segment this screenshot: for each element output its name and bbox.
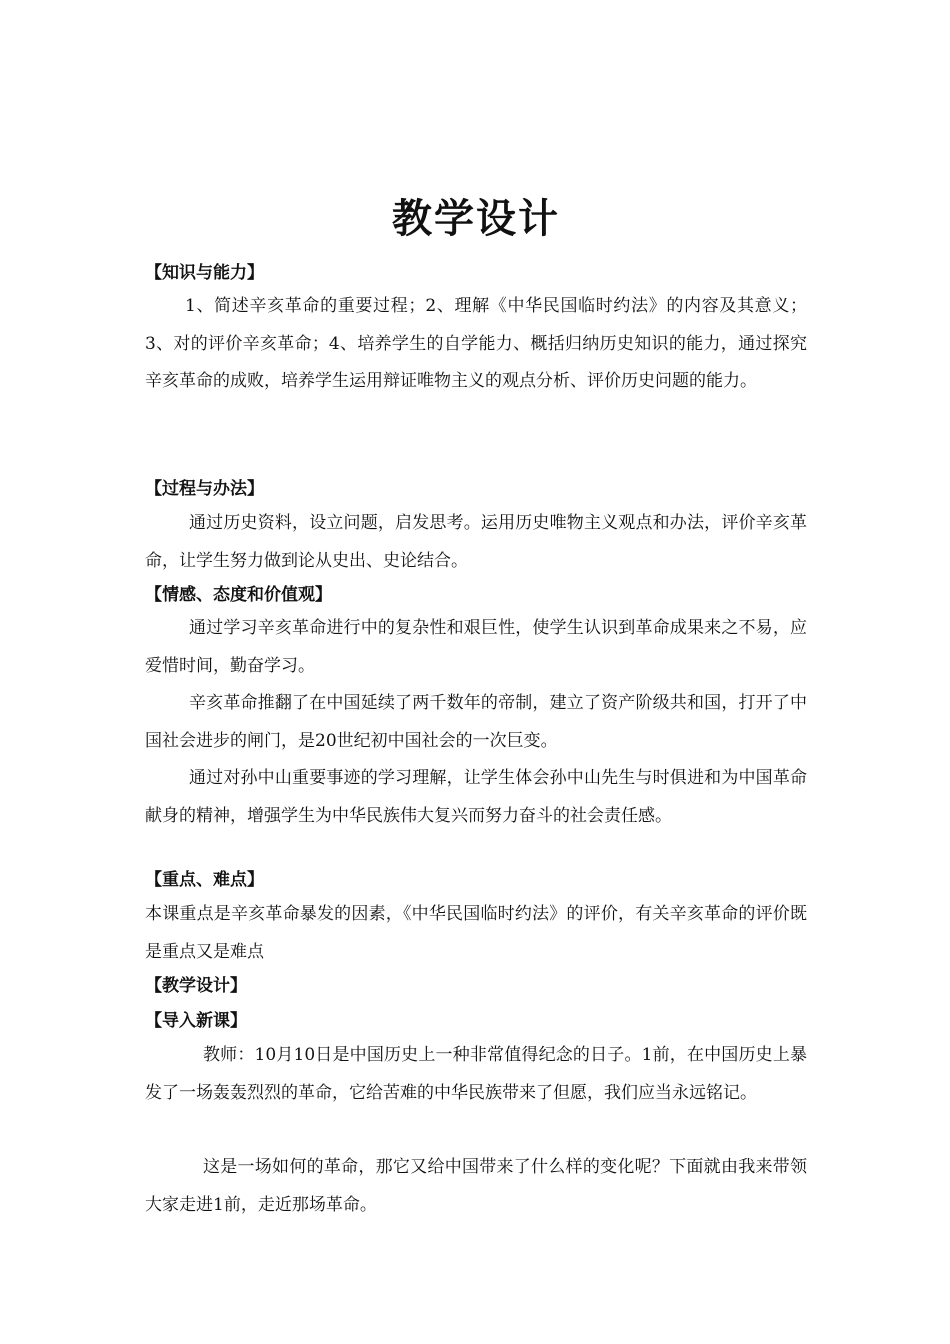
heading-teaching-design: 【教学设计】	[145, 976, 247, 996]
paragraph-key-points: 本课重点是辛亥革命暴发的因素，《中华民国临时约法》的评价，有关辛亥革命的评价既是重点又是难点	[145, 904, 807, 962]
document-page	[145, 0, 807, 1344]
heading-process-method: 【过程与办法】	[145, 479, 264, 499]
paragraph-intro-2: 这是一场如何的革命，那它又给中国带来了什么样的变化呢？下面就由我来带领大家走进1前，走近那场革命。	[145, 1157, 807, 1215]
heading-knowledge-ability: 【知识与能力】	[145, 263, 264, 283]
paragraph-values-1: 通过学习辛亥革命进行中的复杂性和艰巨性，使学生认识到革命成果来之不易，应爱惜时间，勤奋学习。	[145, 618, 807, 676]
document-title: 教学设计	[392, 196, 560, 242]
paragraph-values-2: 辛亥革命推翻了在中国延续了两千数年的帝制，建立了资产阶级共和国，打开了中国社会进步的闸门，是20世纪初中国社会的一次巨变。	[145, 693, 807, 751]
paragraph-knowledge-ability: 1、简述辛亥革命的重要过程；2、理解《中华民国临时约法》的内容及其意义；3、对的评价辛亥革命；4、培养学生的自学能力、概括归纳历史知识的能力，通过探究辛亥革命的成败，培养学生运用辩证唯物主义的观点分析、评价历史问题的能力。	[145, 296, 807, 391]
paragraph-intro-1: 教师：10月10日是中国历史上一种非常值得纪念的日子。1前，在中国历史上暴发了一场轰轰烈烈的革命，它给苦难的中华民族带来了但愿，我们应当永远铭记。	[145, 1045, 807, 1103]
heading-lesson-intro: 【导入新课】	[145, 1011, 247, 1031]
paragraph-values-3: 通过对孙中山重要事迹的学习理解，让学生体会孙中山先生与时俱进和为中国革命献身的精神，增强学生为中华民族伟大复兴而努力奋斗的社会责任感。	[145, 768, 807, 826]
heading-emotion-values: 【情感、态度和价值观】	[145, 585, 332, 605]
paragraph-process-method: 通过历史资料，设立问题，启发思考。运用历史唯物主义观点和办法，评价辛亥革命，让学生努力做到论从史出、史论结合。	[145, 513, 807, 571]
heading-key-points: 【重点、难点】	[145, 870, 264, 890]
